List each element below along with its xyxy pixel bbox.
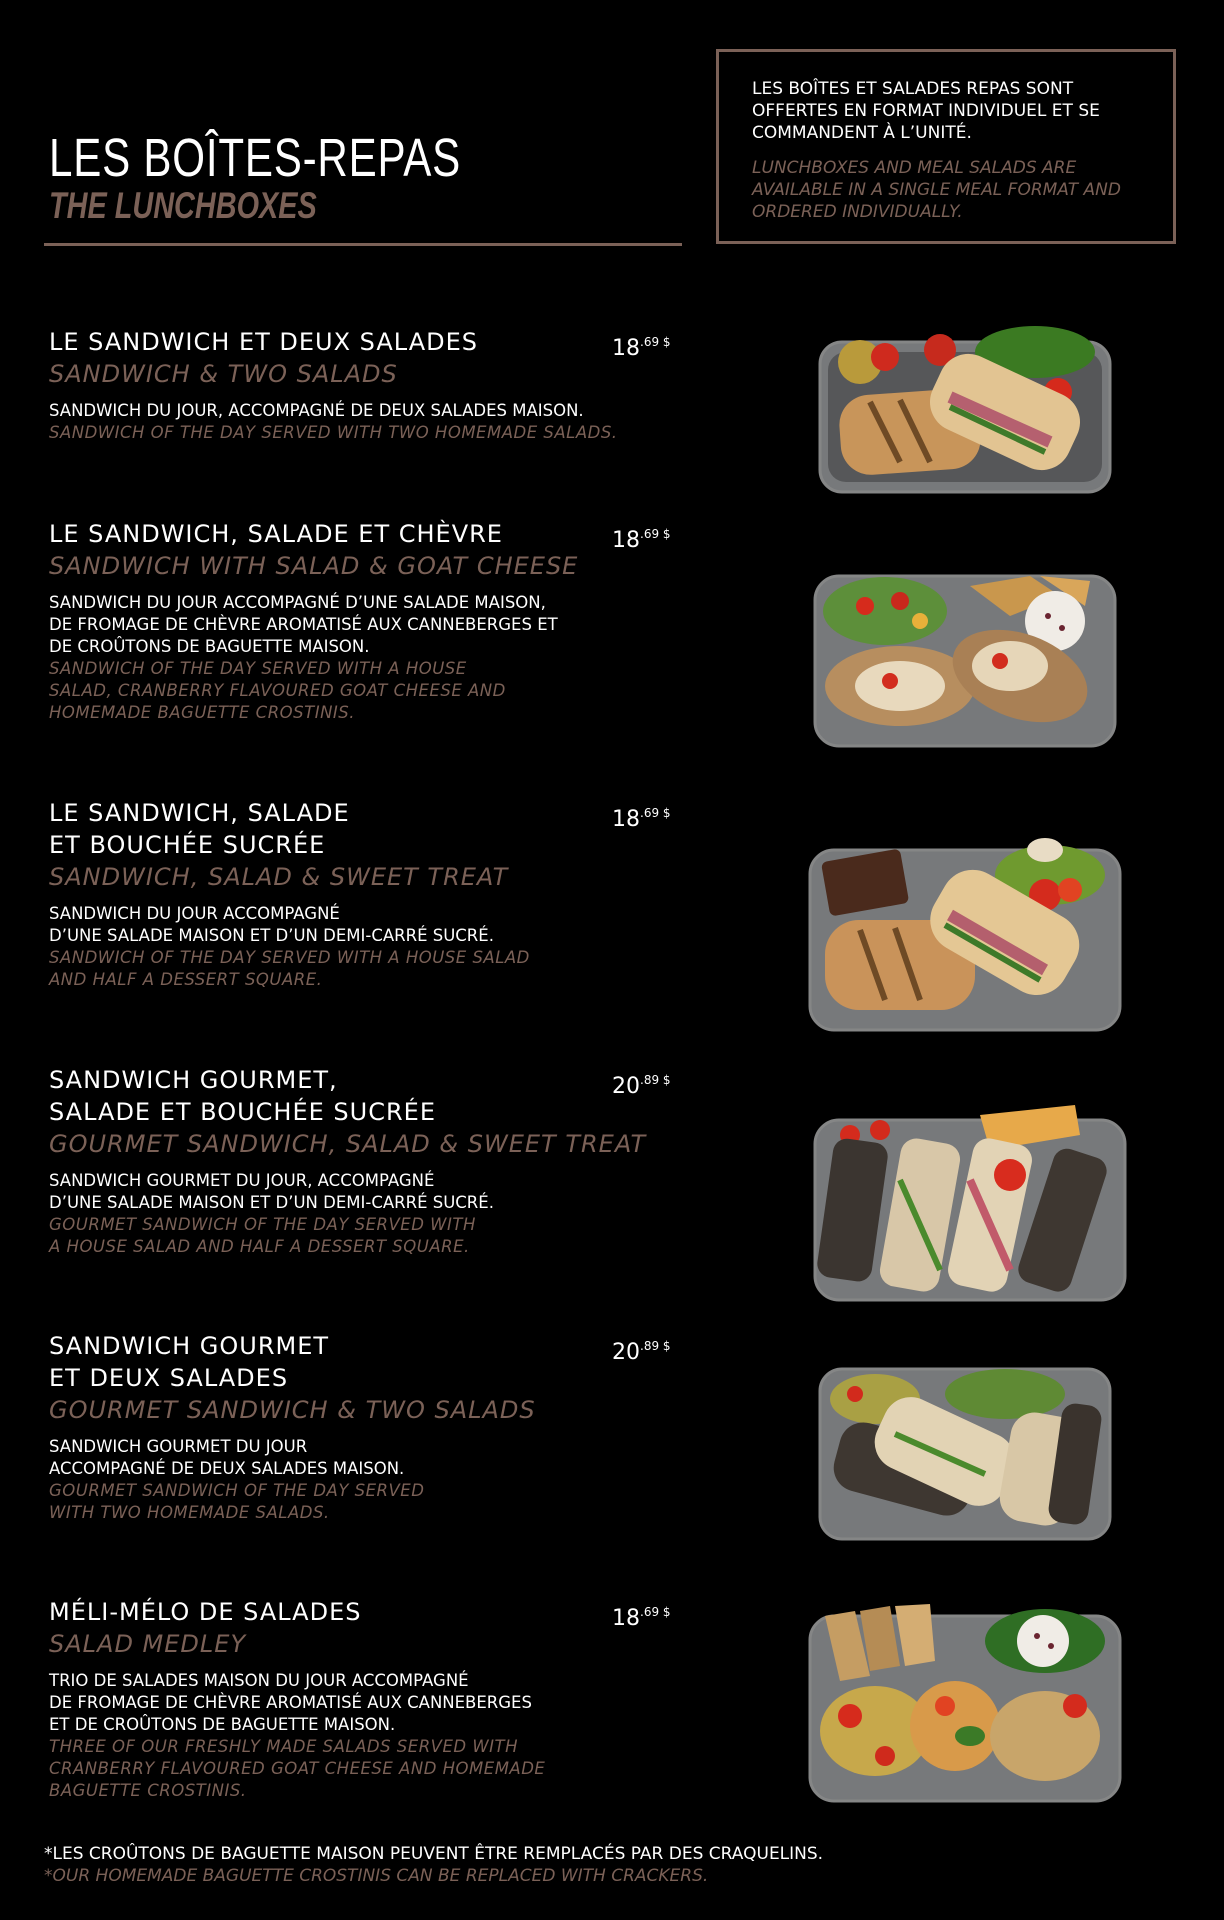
- item-description-en: GOURMET SANDWICH OF THE DAY SERVED WITH TWO HOMEMADE SALADS.: [49, 1481, 425, 1522]
- gourmet-sandwich-two-salads-photo: [815, 1354, 1115, 1544]
- item-name-en: GOURMET SANDWICH & TWO SALADS: [49, 1396, 536, 1424]
- salad-medley-photo: [805, 1596, 1125, 1806]
- sandwich-salad-sweet-treat-photo: [805, 820, 1125, 1040]
- title-divider: [44, 243, 682, 246]
- menu-item: [49, 518, 689, 724]
- item-name: SANDWICH GOURMET ET DEUX SALADES: [49, 1332, 330, 1392]
- item-name-en: SALAD MEDLEY: [49, 1630, 247, 1658]
- item-price: $20^{.89 \$}$: [612, 1339, 671, 1365]
- item-name: MÉLI-MÉLO DE SALADES: [49, 1598, 362, 1626]
- item-description: TRIO DE SALADES MAISON DU JOUR ACCOMPAGNÉ DE FROMAGE DE CHÈVRE AROMATISÉ AUX CANNEBERGES ET DE CROÛTONS DE BAGUETTE MAISON.: [49, 1671, 532, 1734]
- menu-item: [49, 1596, 689, 1802]
- page-title: LES BOÎTES-REPAS: [49, 128, 461, 188]
- footnote-en: *OUR HOMEMADE BAGUETTE CROSTINIS CAN BE REPLACED WITH CRACKERS.: [44, 1866, 709, 1886]
- menu-item: [49, 797, 689, 991]
- item-description: SANDWICH GOURMET DU JOUR ACCOMPAGNÉ DE DEUX SALADES MAISON.: [49, 1437, 405, 1478]
- item-description-en: SANDWICH OF THE DAY SERVED WITH A HOUSE SALAD, CRANBERRY FLAVOURED GOAT CHEESE AND HOMEMADE BAGUETTE CROSTINIS.: [49, 659, 506, 722]
- item-price: $18^{.69 \$}$: [612, 1605, 671, 1631]
- menu-item: [49, 1330, 689, 1524]
- item-description-en: THREE OF OUR FRESHLY MADE SALADS SERVED WITH CRANBERRY FLAVOURED GOAT CHEESE AND HOMEMADE BAGUETTE CROSTINIS.: [49, 1737, 546, 1800]
- gourmet-sandwich-sweet-treat-photo: [810, 1100, 1130, 1310]
- item-name-en: GOURMET SANDWICH, SALAD & SWEET TREAT: [49, 1130, 647, 1158]
- item-description: SANDWICH DU JOUR ACCOMPAGNÉ D’UNE SALADE MAISON ET D’UN DEMI-CARRÉ SUCRÉ.: [49, 904, 494, 945]
- item-name: LE SANDWICH, SALADE ET CHÈVRE: [49, 520, 503, 548]
- menu-item: [49, 1064, 689, 1258]
- item-name-en: SANDWICH, SALAD & SWEET TREAT: [49, 863, 509, 891]
- footnote-fr: *LES CROÛTONS DE BAGUETTE MAISON PEUVENT ÊTRE REMPLACÉS PAR DES CRAQUELINS.: [44, 1844, 824, 1864]
- item-price: $18^{.69 \$}$: [612, 335, 671, 361]
- item-description: SANDWICH DU JOUR, ACCOMPAGNÉ DE DEUX SALADES MAISON.: [49, 401, 584, 420]
- notice-text-en: LUNCHBOXES AND MEAL SALADS ARE AVAILABLE IN A SINGLE MEAL FORMAT AND ORDERED INDIVIDUALLY.: [752, 158, 1121, 222]
- item-description-en: SANDWICH OF THE DAY SERVED WITH A HOUSE SALAD AND HALF A DESSERT SQUARE.: [49, 948, 530, 989]
- page-subtitle: THE LUNCHBOXES: [49, 185, 317, 226]
- item-name: SANDWICH GOURMET, SALADE ET BOUCHÉE SUCRÉE: [49, 1066, 436, 1126]
- item-description-en: SANDWICH OF THE DAY SERVED WITH TWO HOMEMADE SALADS.: [49, 423, 618, 442]
- item-description: SANDWICH GOURMET DU JOUR, ACCOMPAGNÉ D’UNE SALADE MAISON ET D’UN DEMI-CARRÉ SUCRÉ.: [49, 1171, 494, 1212]
- item-price: $20^{.89 \$}$: [612, 1073, 671, 1099]
- footnote: [44, 1843, 823, 1887]
- item-price: $18^{.69 \$}$: [612, 806, 671, 832]
- item-description-en: GOURMET SANDWICH OF THE DAY SERVED WITH A HOUSE SALAD AND HALF A DESSERT SQUARE.: [49, 1215, 476, 1256]
- item-name-en: SANDWICH WITH SALAD & GOAT CHEESE: [49, 552, 579, 580]
- notice-text-fr: LES BOÎTES ET SALADES REPAS SONT OFFERTES EN FORMAT INDIVIDUEL ET SE COMMANDENT À L’UNITÉ.: [752, 79, 1100, 143]
- item-price: $18^{.69 \$}$: [612, 527, 671, 553]
- item-description: SANDWICH DU JOUR ACCOMPAGNÉ D’UNE SALADE MAISON, DE FROMAGE DE CHÈVRE AROMATISÉ AUX CANNEBERGES ET DE CROÛTONS DE BAGUETTE MAISON.: [49, 593, 558, 656]
- item-name: LE SANDWICH ET DEUX SALADES: [49, 328, 478, 356]
- item-name-en: SANDWICH & TWO SALADS: [49, 360, 398, 388]
- menu-item: [49, 326, 689, 444]
- order-notice-box: [716, 49, 1176, 244]
- sandwich-salad-goat-cheese-photo: [810, 556, 1120, 756]
- sandwich-two-salads-photo: [810, 312, 1120, 502]
- item-name: LE SANDWICH, SALADE ET BOUCHÉE SUCRÉE: [49, 799, 350, 859]
